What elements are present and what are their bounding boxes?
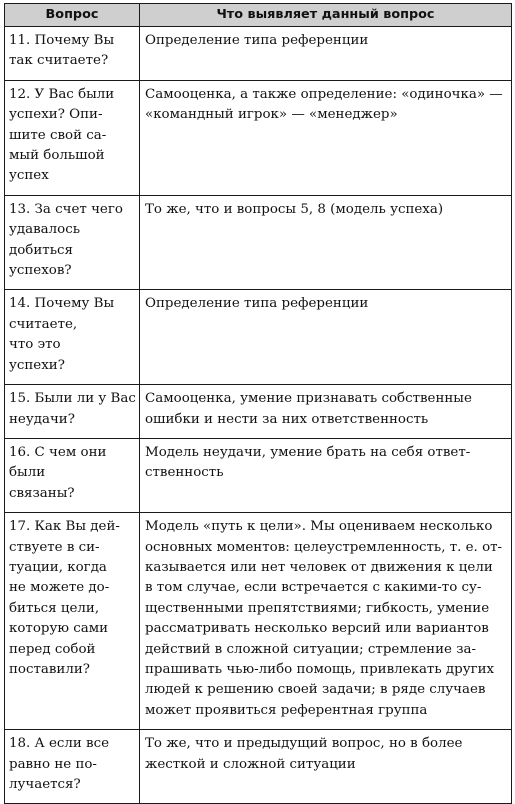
answer-text-line: Определение типа референции (145, 33, 369, 48)
answer-cell (140, 513, 512, 730)
question-text-line: считаете, (9, 316, 78, 332)
question-text-line: так считаете? (9, 53, 109, 69)
question-text-line: 11. Почему Вы (9, 33, 115, 48)
question-text-line: добиться (9, 242, 73, 258)
table-row (5, 290, 512, 385)
answer-text-line: щественными препятствиями; гибкость, умение (145, 600, 490, 616)
question-text-line: успех (9, 168, 49, 184)
table-row (5, 513, 512, 730)
question-text-line: перед собой (9, 641, 96, 657)
question-text-line: успехов? (9, 263, 72, 279)
table-row (5, 385, 512, 439)
question-text-line: туации, когда (9, 559, 107, 575)
header-meaning: Что выявляет данный вопрос (140, 4, 512, 27)
answer-cell (140, 730, 512, 804)
answer-text-line: людей к решению своей задачи; в ряде случаев (145, 682, 486, 698)
answer-cell (140, 27, 512, 81)
answer-text-line: ошибки и нести за них ответственность (145, 411, 429, 427)
answer-text-line: То же, что и вопросы 5, 8 (модель успеха) (145, 201, 444, 217)
question-cell (5, 438, 140, 512)
question-text-line: успехи? Опи- (9, 107, 103, 123)
table-row (5, 27, 512, 81)
question-text-line: 12. У Вас были (9, 86, 115, 102)
question-text-line: 15. Были ли у Вас (9, 391, 136, 407)
answer-text-line: Определение типа референции (145, 296, 369, 312)
answer-text-line: может проявиться референтная группа (145, 702, 428, 718)
answer-text-line: казывается или нет человек от движения к цели (145, 559, 493, 575)
answer-text-line: рассматривать несколько версий или вариантов (145, 621, 489, 637)
answer-cell (140, 385, 512, 439)
question-text-line: 14. Почему Вы (9, 296, 115, 312)
answer-cell (140, 438, 512, 512)
question-text-line: биться цели, (9, 600, 100, 616)
question-text-line: 17. Как Вы дей- (9, 519, 120, 535)
question-text-line: что это (9, 337, 61, 353)
answer-text-line: «командный игрок» — «менеджер» (145, 107, 398, 123)
questions-table (4, 3, 512, 804)
question-cell (5, 385, 140, 439)
answer-text-line: ственность (145, 465, 224, 481)
question-text-line: равно не по- (9, 756, 97, 772)
question-text-line: не можете до- (9, 580, 110, 596)
table-body (5, 27, 512, 804)
question-text-line: мый большой (9, 148, 105, 164)
question-text-line: ствуете в си- (9, 539, 100, 555)
question-text-line: которую сами (9, 621, 109, 637)
answer-text-line: жесткой и сложной ситуации (145, 756, 356, 772)
question-cell (5, 195, 140, 290)
table-row (5, 438, 512, 512)
question-text-line: связаны? (9, 485, 75, 501)
question-text-line: лучается? (9, 777, 81, 792)
question-cell (5, 27, 140, 81)
table-row (5, 80, 512, 195)
table-row (5, 195, 512, 290)
answer-cell (140, 290, 512, 385)
question-cell (5, 513, 140, 730)
table-header (5, 4, 512, 27)
answer-text-line: Модель «путь к цели». Мы оцениваем несколько (145, 519, 493, 535)
header-question: Вопрос (5, 4, 140, 27)
answer-text-line: Самооценка, умение признавать собственные (145, 391, 472, 407)
question-text-line: шите свой са- (9, 127, 107, 143)
header-row (5, 4, 512, 27)
question-text-line: удавалось (9, 222, 80, 238)
question-text-line: 13. За счет чего (9, 201, 123, 217)
answer-text-line: Самооценка, а также определение: «одиночка» — (145, 86, 503, 102)
question-text-line: неудачи? (9, 411, 75, 427)
answer-cell (140, 80, 512, 195)
question-text-line: поставили? (9, 661, 90, 677)
question-cell (5, 80, 140, 195)
answer-text-line: прашивать чью-либо помощь, привлекать других (145, 661, 495, 677)
answer-text-line: Модель неудачи, умение брать на себя ответ- (145, 444, 471, 460)
question-text-line: 18. А если все (9, 736, 110, 752)
answer-text-line: То же, что и предыдущий вопрос, но в более (145, 736, 463, 752)
question-text-line: успехи? (9, 357, 65, 373)
question-cell (5, 290, 140, 385)
answer-text-line: в том случае, если встречается с какими-то су- (145, 580, 482, 596)
answer-text-line: действий в сложной ситуации; стремление за- (145, 641, 477, 657)
question-cell (5, 730, 140, 804)
question-text-line: 16. С чем они (9, 444, 107, 460)
answer-text-line: основных моментов: целеустремленность, т. е. от- (145, 539, 503, 555)
answer-cell (140, 195, 512, 290)
table-row (5, 730, 512, 804)
question-text-line: были (9, 465, 46, 481)
